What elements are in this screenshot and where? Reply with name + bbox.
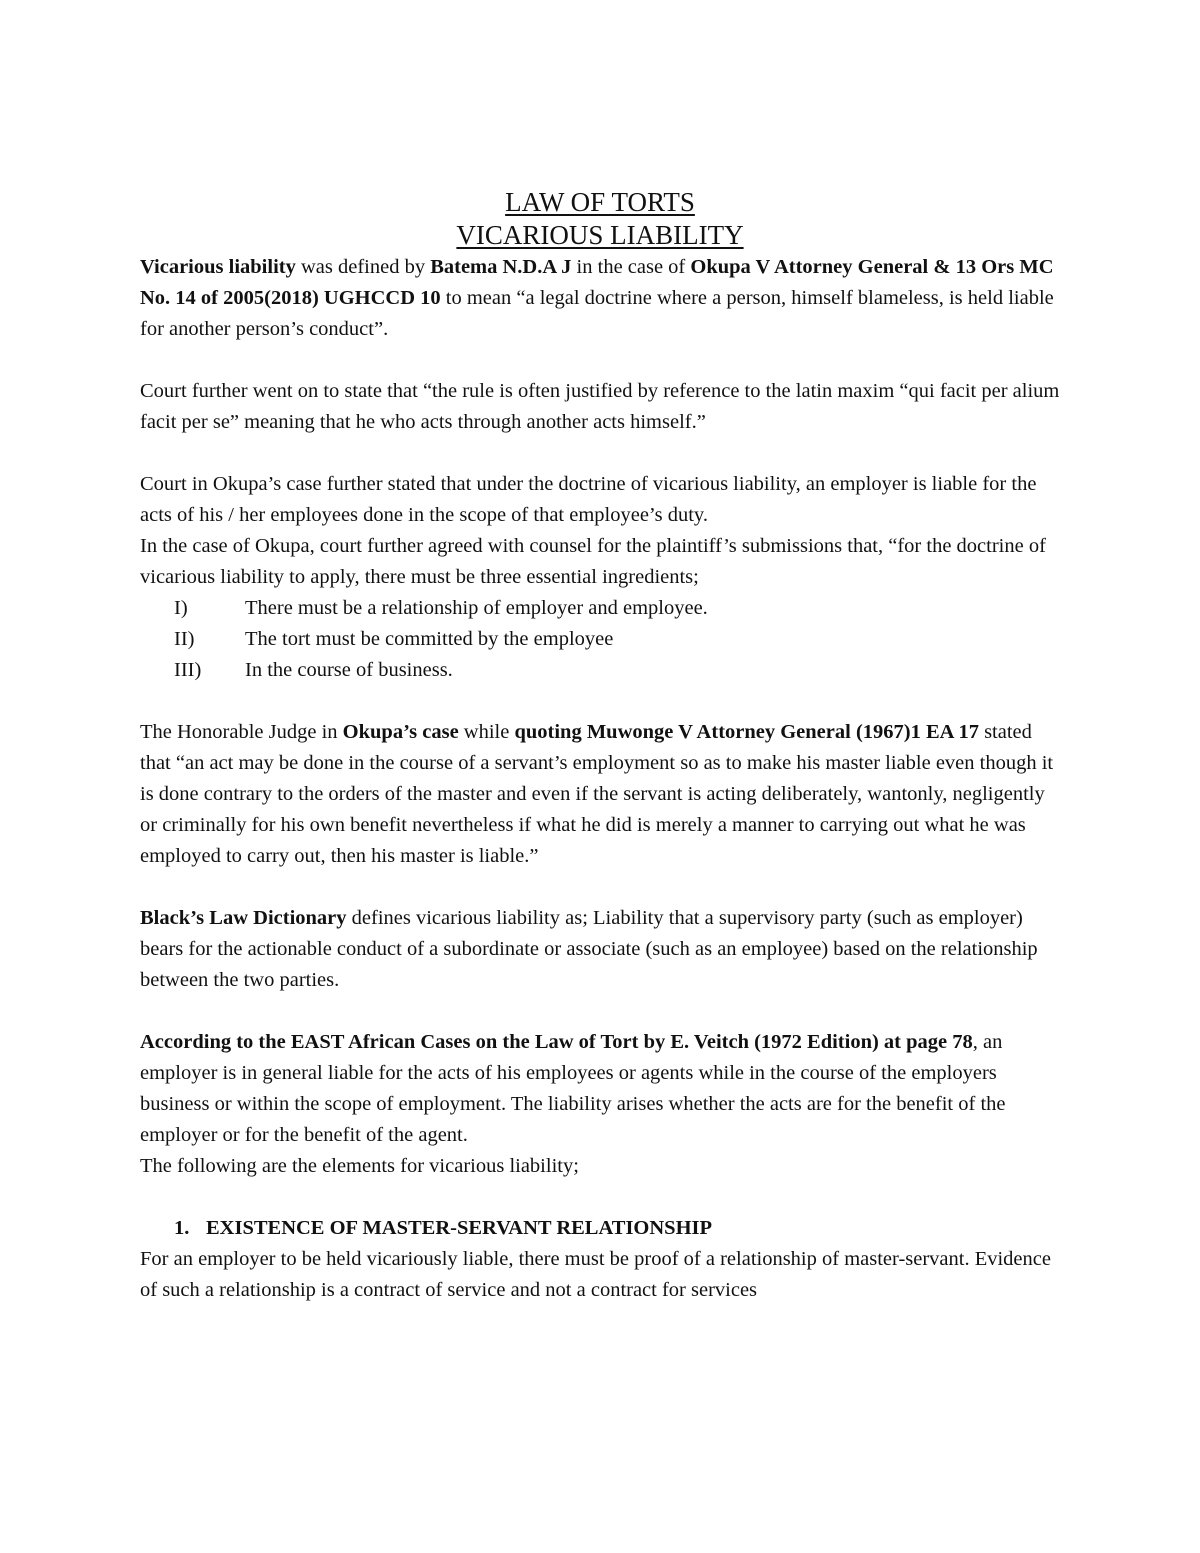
case-citation: quoting Muwonge V Attorney General (1967)1 EA 17 (514, 721, 979, 743)
doctrine-paragraph: Court in Okupa’s case further stated that under the doctrine of vicarious liability, an employer is liable for the acts of his / her employees done in the scope of that employee’s duty. (140, 473, 1037, 526)
list-item-text: In the course of business. (245, 659, 453, 681)
section-title: EXISTENCE OF MASTER-SERVANT RELATIONSHIP (206, 1217, 713, 1239)
section-number: 1. (174, 1217, 190, 1239)
elements-intro-paragraph: The following are the elements for vicarious liability; (140, 1155, 579, 1177)
document-page (140, 186, 1060, 1306)
case-reference: Okupa’s case (342, 721, 459, 743)
section-heading (140, 1213, 1060, 1244)
list-item-number: II) (174, 628, 195, 650)
document-subtitle: VICARIOUS LIABILITY (456, 220, 744, 250)
term-vicarious-liability: Vicarious liability (140, 256, 296, 278)
latin-maxim-paragraph: Court further went on to state that “the rule is often justified by reference to the latin maxim “qui facit per alium facit per se” meaning that he who acts through another acts himself.” (140, 380, 1060, 433)
veitch-paragraph: According to the EAST African Cases on the Law of Tort by E. Veitch (1972 Edition) at page 78, an employer is in general liable for the acts of his employees or agents while in the course of the employers business or within the scope of employment. The liability arises whether the acts are for the benefit of the employer or for the benefit of the agent. (140, 1031, 1006, 1146)
judge-name: Batema N.D.A J (430, 256, 572, 278)
muwonge-paragraph: The Honorable Judge in Okupa’s case while quoting Muwonge V Attorney General (1967)1 EA 17 stated that “an act may be done in the course of a servant’s employment so as to make his master liable even though it is done contrary to the orders of the master and even if the servant is acting deliberately, wantonly, negligently or criminally for his own benefit nevertheless if what he did is merely a manner to carrying out what he was employed to carry out, then his master is liable.” (140, 721, 1054, 867)
list-item-text: The tort must be committed by the employee (245, 628, 614, 650)
source-citation: According to the EAST African Cases on the Law of Tort by E. Veitch (1972 Edition) at page 78 (140, 1031, 973, 1053)
list-item (140, 593, 1060, 624)
definition-paragraph: Vicarious liability was defined by Batema N.D.A J in the case of Okupa V Attorney General & 13 Ors MC No. 14 of 2005(2018) UGHCCD 10 to mean “a legal doctrine where a person, himself blameless, is held liable for another person’s conduct”. (140, 256, 1054, 340)
list-item-number: III) (174, 659, 202, 681)
source-name: Black’s Law Dictionary (140, 907, 347, 929)
master-servant-paragraph: For an employer to be held vicariously liable, there must be proof of a relationship of master-servant. Evidence of such a relationship is a contract of service and not a contract for services (140, 1248, 1051, 1301)
ingredients-list (140, 593, 1060, 686)
list-item-number: I) (174, 597, 188, 619)
ingredients-intro-paragraph: In the case of Okupa, court further agreed with counsel for the plaintiff’s submissions that, “for the doctrine of vicarious liability to apply, there must be three essential ingredients; (140, 535, 1046, 588)
list-item-text: There must be a relationship of employer and employee. (245, 597, 708, 619)
case-citation: Okupa V Attorney General & 13 Ors MC No. 14 of 2005(2018) UGHCCD 10 (140, 256, 1054, 309)
blacks-law-paragraph: Black’s Law Dictionary defines vicarious liability as; Liability that a supervisory party (such as employer) bears for the actionable conduct of a subordinate or associate (such as an employee) based on the relationship between the two parties. (140, 907, 1038, 991)
document-title: LAW OF TORTS (505, 187, 695, 217)
list-item (140, 655, 1060, 686)
list-item (140, 624, 1060, 655)
